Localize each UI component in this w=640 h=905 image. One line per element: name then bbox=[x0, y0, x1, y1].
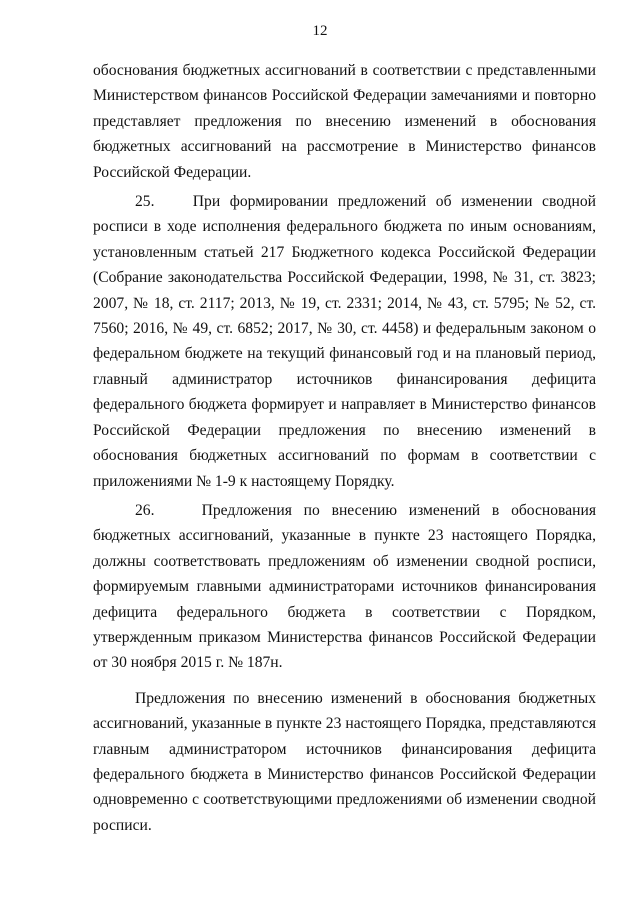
page-number: 12 bbox=[312, 23, 328, 39]
paragraph-continuation: обоснования бюджетных ассигнований в соответствии с представленными Министерством финансов Российской Федерации замечаниями и повторно представляет предложения по внесению изменений в обоснования бюджетных ассигнований на рассмотрение в Министерство финансов Российской Федерации. bbox=[93, 62, 596, 181]
paragraph-26-continued: Предложения по внесению изменений в обоснования бюджетных ассигнований, указанные в пункте 23 настоящего Порядка, представляются главным администратором источников финансирования дефицита федерального бюджета в Министерство финансов Российской Федерации одновременно с соответствующими предложениями об изменении сводной росписи. bbox=[93, 689, 596, 834]
document-body bbox=[93, 58, 596, 838]
paragraph-25: 25. При формировании предложений об изменении сводной росписи в ходе исполнения федерального бюджета по иным основаниям, установленным статьей 217 Бюджетного кодекса Российской Федерации (Собрание законодательства Российской Федерации, 1998, № 31, ст. 3823; 2007, № 18, ст. 2117; 2013, № 19, ст. 2331; 2014, № 43, ст. 5795; № 52, ст. 7560; 2016, № 49, ст. 6852; 2017, № 30, ст. 4458) и федеральным законом о федеральном бюджете на текущий финансовый год и на плановый период, главный администратор источников финансирования дефицита федерального бюджета формирует и направляет в Министерство финансов Российской Федерации предложения по внесению изменений в обоснования бюджетных ассигнований по формам в соответствии с приложениями № 1-9 к настоящему Порядку. bbox=[93, 193, 596, 490]
paragraph-26: 26. Предложения по внесению изменений в обоснования бюджетных ассигнований, указанные в пункте 23 настоящего Порядка, должны соответствовать предложениям об изменении сводной росписи, формируемым главными администраторами источников финансирования дефицита федерального бюджета в соответствии с Порядком, утвержденным приказом Министерства финансов Российской Федерации от 30 ноября 2015 г. № 187н. bbox=[93, 501, 596, 672]
